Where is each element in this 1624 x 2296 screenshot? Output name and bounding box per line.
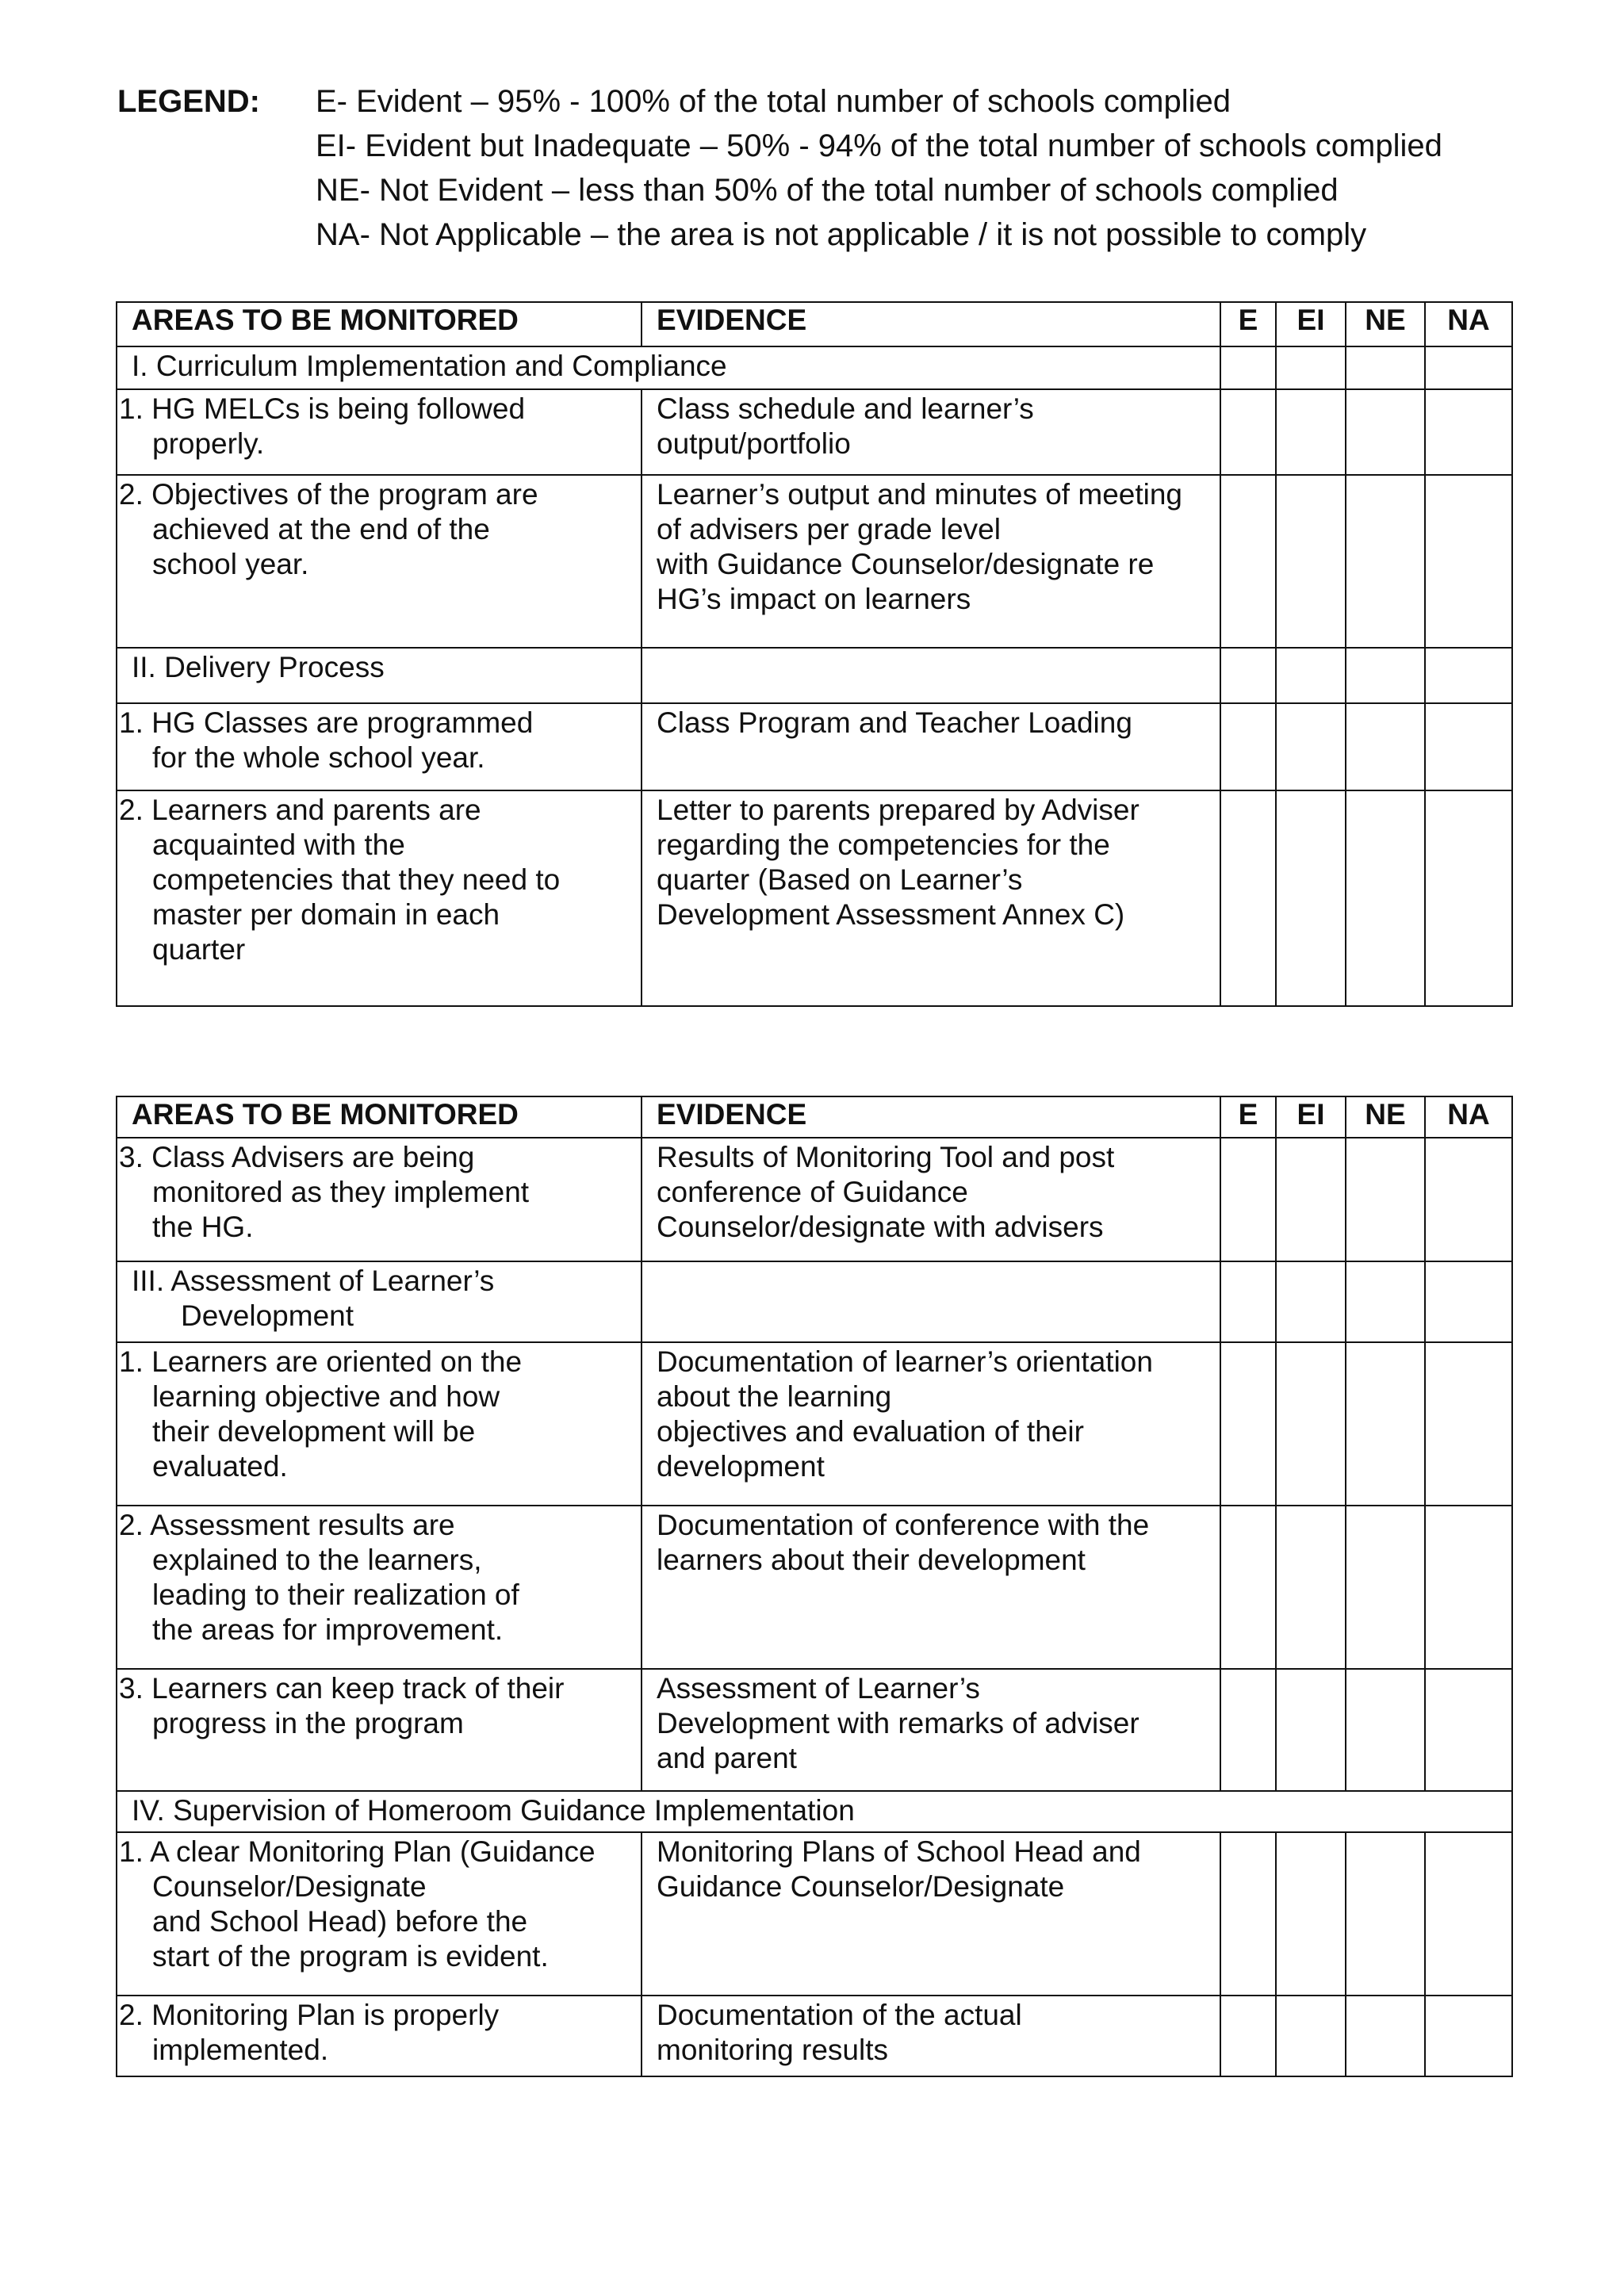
legend-title: LEGEND: bbox=[117, 84, 260, 119]
rating-cell[interactable] bbox=[1425, 346, 1512, 389]
rating-cell[interactable] bbox=[1220, 1138, 1276, 1261]
rating-cell[interactable] bbox=[1276, 1669, 1346, 1791]
evidence-text: Class Program and Teacher Loading bbox=[657, 706, 1132, 739]
rating-cell[interactable] bbox=[1425, 1261, 1512, 1342]
section-title-assessment: III. Assessment of Learner’s Development bbox=[132, 1265, 495, 1332]
rating-cell[interactable] bbox=[1425, 1342, 1512, 1506]
area-text: 1. A clear Monitoring Plan (Guidance Counselor/Designate and School Head) before the start of the program is evident. bbox=[119, 1835, 596, 1973]
rating-cell[interactable] bbox=[1276, 389, 1346, 475]
header-e: E bbox=[1220, 1096, 1276, 1138]
evidence-cell-empty bbox=[642, 1261, 1220, 1342]
table-row bbox=[117, 1669, 1512, 1791]
header-ei: EI bbox=[1276, 1096, 1346, 1138]
section-title-delivery: II. Delivery Process bbox=[117, 648, 642, 703]
rating-cell[interactable] bbox=[1276, 1996, 1346, 2076]
area-text: 2. Assessment results are explained to the learners, leading to their realization of the areas for improvement. bbox=[119, 1509, 519, 1646]
table-row bbox=[117, 790, 1512, 1006]
section-row bbox=[117, 1261, 1512, 1342]
rating-cell[interactable] bbox=[1346, 1669, 1425, 1791]
rating-cell[interactable] bbox=[1425, 475, 1512, 648]
header-areas: AREAS TO BE MONITORED bbox=[117, 1096, 642, 1138]
rating-cell[interactable] bbox=[1425, 1996, 1512, 2076]
header-na: NA bbox=[1425, 1096, 1512, 1138]
monitoring-table-2 bbox=[116, 1096, 1513, 2077]
rating-cell[interactable] bbox=[1220, 1261, 1276, 1342]
rating-cell[interactable] bbox=[1346, 1506, 1425, 1669]
rating-cell[interactable] bbox=[1425, 1506, 1512, 1669]
evidence-text: Assessment of Learner’s Development with remarks of adviser and parent bbox=[657, 1672, 1139, 1774]
section-title-supervision: IV. Supervision of Homeroom Guidance Implementation bbox=[117, 1791, 1512, 1832]
evidence-text: Documentation of the actual monitoring results bbox=[657, 1999, 1022, 2066]
legend-evident: E- Evident – 95% - 100% of the total number of schools complied bbox=[316, 84, 1231, 119]
rating-cell[interactable] bbox=[1220, 475, 1276, 648]
rating-cell[interactable] bbox=[1425, 648, 1512, 703]
area-text: 2. Learners and parents are acquainted with the competencies that they need to master per domain in each quarter bbox=[119, 794, 561, 966]
rating-cell[interactable] bbox=[1425, 1669, 1512, 1791]
legend-not-evident: NE- Not Evident – less than 50% of the total number of schools complied bbox=[316, 173, 1339, 208]
rating-cell[interactable] bbox=[1276, 475, 1346, 648]
rating-cell[interactable] bbox=[1276, 703, 1346, 790]
rating-cell[interactable] bbox=[1276, 1506, 1346, 1669]
evidence-text: Documentation of conference with the learners about their development bbox=[657, 1509, 1150, 1576]
header-ei: EI bbox=[1276, 302, 1346, 346]
legend-lines bbox=[316, 79, 1545, 257]
rating-cell[interactable] bbox=[1220, 1832, 1276, 1996]
evidence-text: Monitoring Plans of School Head and Guidance Counselor/Designate bbox=[657, 1835, 1141, 1903]
rating-cell[interactable] bbox=[1425, 703, 1512, 790]
rating-cell[interactable] bbox=[1346, 1996, 1425, 2076]
area-text: 2. Objectives of the program are achieved at the end of the school year. bbox=[119, 478, 538, 580]
header-ne: NE bbox=[1346, 302, 1425, 346]
rating-cell[interactable] bbox=[1346, 1261, 1425, 1342]
rating-cell[interactable] bbox=[1425, 790, 1512, 1006]
evidence-text: Documentation of learner’s orientation about the learning objectives and evaluation of their development bbox=[657, 1345, 1153, 1483]
rating-cell[interactable] bbox=[1220, 346, 1276, 389]
rating-cell[interactable] bbox=[1425, 1832, 1512, 1996]
rating-cell[interactable] bbox=[1425, 1138, 1512, 1261]
legend-evident-inadequate: EI- Evident but Inadequate – 50% - 94% of the total number of schools complied bbox=[316, 128, 1442, 163]
area-text: 1. Learners are oriented on the learning objective and how their development will be evaluated. bbox=[119, 1345, 523, 1483]
header-na: NA bbox=[1425, 302, 1512, 346]
rating-cell[interactable] bbox=[1346, 1832, 1425, 1996]
table-row bbox=[117, 475, 1512, 648]
rating-cell[interactable] bbox=[1346, 790, 1425, 1006]
section-row bbox=[117, 1791, 1512, 1832]
monitoring-table-1 bbox=[116, 301, 1513, 1007]
rating-cell[interactable] bbox=[1220, 1342, 1276, 1506]
section-row bbox=[117, 346, 1512, 389]
evidence-text: Learner’s output and minutes of meeting of advisers per grade level with Guidance Counselor/designate re HG’s impact on learners bbox=[657, 478, 1183, 615]
section-row bbox=[117, 648, 1512, 703]
rating-cell[interactable] bbox=[1220, 703, 1276, 790]
rating-cell[interactable] bbox=[1220, 1669, 1276, 1791]
rating-cell[interactable] bbox=[1220, 1506, 1276, 1669]
section-title-curriculum: I. Curriculum Implementation and Compliance bbox=[117, 346, 1220, 389]
rating-cell[interactable] bbox=[1220, 790, 1276, 1006]
area-text: 3. Learners can keep track of their progress in the program bbox=[119, 1672, 565, 1739]
rating-cell[interactable] bbox=[1220, 389, 1276, 475]
evidence-text: Results of Monitoring Tool and post conference of Guidance Counselor/designate with advisers bbox=[657, 1141, 1115, 1243]
rating-cell[interactable] bbox=[1220, 648, 1276, 703]
header-evidence: EVIDENCE bbox=[642, 302, 1220, 346]
table-row bbox=[117, 1342, 1512, 1506]
table-row bbox=[117, 389, 1512, 475]
rating-cell[interactable] bbox=[1346, 475, 1425, 648]
area-text: 3. Class Advisers are being monitored as they implement the HG. bbox=[119, 1141, 530, 1243]
rating-cell[interactable] bbox=[1276, 1342, 1346, 1506]
rating-cell[interactable] bbox=[1276, 648, 1346, 703]
rating-cell[interactable] bbox=[1276, 1138, 1346, 1261]
rating-cell[interactable] bbox=[1276, 1832, 1346, 1996]
area-text: 1. HG MELCs is being followed properly. bbox=[119, 392, 526, 460]
table-header-row bbox=[117, 1096, 1512, 1138]
evidence-text: Class schedule and learner’s output/portfolio bbox=[657, 392, 1034, 460]
rating-cell[interactable] bbox=[1346, 1138, 1425, 1261]
legend-not-applicable: NA- Not Applicable – the area is not applicable / it is not possible to comply bbox=[316, 217, 1367, 252]
rating-cell[interactable] bbox=[1346, 346, 1425, 389]
evidence-text: Letter to parents prepared by Adviser regarding the competencies for the quarter (Based on Learner’s Development Assessment Annex C) bbox=[657, 794, 1139, 931]
area-text: 2. Monitoring Plan is properly implemented. bbox=[119, 1999, 500, 2066]
header-evidence: EVIDENCE bbox=[642, 1096, 1220, 1138]
rating-cell[interactable] bbox=[1276, 790, 1346, 1006]
table-row bbox=[117, 1996, 1512, 2076]
table-row bbox=[117, 1506, 1512, 1669]
area-text: 1. HG Classes are programmed for the whole school year. bbox=[119, 706, 534, 774]
rating-cell[interactable] bbox=[1220, 1996, 1276, 2076]
table-row bbox=[117, 1138, 1512, 1261]
evidence-cell-empty bbox=[642, 648, 1220, 703]
table-header-row bbox=[117, 302, 1512, 346]
rating-cell[interactable] bbox=[1346, 389, 1425, 475]
rating-cell[interactable] bbox=[1276, 346, 1346, 389]
header-e: E bbox=[1220, 302, 1276, 346]
rating-cell[interactable] bbox=[1425, 389, 1512, 475]
rating-cell[interactable] bbox=[1346, 703, 1425, 790]
rating-cell[interactable] bbox=[1276, 1261, 1346, 1342]
rating-cell[interactable] bbox=[1346, 648, 1425, 703]
rating-cell[interactable] bbox=[1346, 1342, 1425, 1506]
header-ne: NE bbox=[1346, 1096, 1425, 1138]
table-row bbox=[117, 1832, 1512, 1996]
header-areas: AREAS TO BE MONITORED bbox=[117, 302, 642, 346]
table-row bbox=[117, 703, 1512, 790]
